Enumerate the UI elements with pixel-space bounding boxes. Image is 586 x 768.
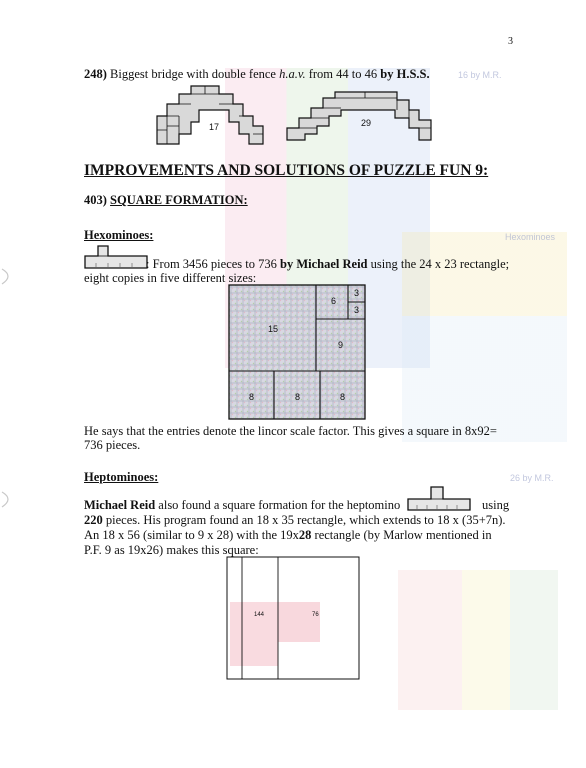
item-number: 248)	[84, 67, 107, 81]
item-403-heading	[84, 193, 248, 208]
body-text: pieces. His program found an 18 x 35 rectangle, which extends to 18 x (35+7n).	[102, 513, 506, 527]
body-text: rectangle (by Marlow mentioned in	[311, 528, 492, 542]
figure-label: 144	[254, 612, 265, 618]
hexominoes-heading: Hexominoes:	[84, 228, 154, 242]
figure-value: 29	[361, 118, 372, 128]
heptomino-icon	[407, 483, 471, 511]
figure-label: 15	[268, 324, 279, 334]
heptominoes-heading: Heptominoes:	[84, 470, 159, 484]
item-248-line	[84, 67, 430, 82]
bleed-through-label: 16 by M.R.	[458, 70, 502, 80]
figure-label: 3	[354, 288, 360, 298]
figure-label: 8	[295, 392, 301, 402]
item-text-italic: h.a.v.	[279, 67, 306, 81]
figure-value: 17	[209, 122, 220, 132]
heptomino-square-figure	[226, 556, 360, 680]
item-text: from 44 to 46	[305, 67, 381, 81]
piece-count: 220	[84, 513, 103, 527]
body-text-bold: 28	[298, 528, 312, 542]
figure-label: 8	[249, 392, 255, 402]
bleed-through-panel-low	[398, 570, 558, 710]
section-heading: IMPROVEMENTS AND SOLUTIONS OF PUZZLE FUN 9:	[84, 162, 489, 179]
hexominoes-caption-line1: He says that the entries denote the lincor scale factor. This gives a square in 8x92=	[84, 424, 497, 438]
hexomino-square-figure	[228, 284, 366, 420]
heptominoes-line2	[84, 513, 506, 528]
heptominoes-line1-end: using	[482, 498, 510, 512]
author-name: Michael Reid	[84, 498, 156, 512]
body-text: also found a square formation for the heptomino	[155, 498, 401, 512]
hexominoes-line1	[146, 257, 509, 272]
hexominoes-line2: eight copies in five different sizes:	[84, 271, 257, 285]
figure-label: 76	[312, 612, 319, 618]
item-author: by H.S.S.	[380, 67, 430, 81]
body-text: An 18 x 56 (similar to 9 x 28) with the 19x	[84, 528, 299, 542]
item-text: Biggest bridge with double fence	[110, 67, 280, 81]
page-number: 3	[508, 36, 513, 47]
bleed-through-label: Hexominoes	[505, 232, 556, 242]
item-title: SQUARE FORMATION:	[110, 193, 248, 207]
body-text: : From 3456 pieces to 736	[146, 257, 281, 271]
author-name: by Michael Reid	[280, 257, 368, 271]
figure-label: 3	[354, 305, 360, 315]
bridge-figure-right	[285, 88, 435, 142]
heptominoes-line3	[84, 528, 492, 543]
hexomino-icon	[84, 243, 148, 269]
hexominoes-caption-line2: 736 pieces.	[84, 438, 141, 452]
bleed-through-label: 26 by M.R.	[510, 473, 554, 483]
heptominoes-line1	[84, 498, 400, 513]
item-number: 403)	[84, 193, 107, 207]
figure-label: 9	[338, 340, 344, 350]
bridge-figure-left	[155, 82, 267, 146]
heptominoes-line4: P.F. 9 as 19x26) makes this square:	[84, 543, 259, 557]
binder-hole	[0, 488, 22, 510]
binder-hole	[0, 265, 22, 287]
figure-label: 6	[331, 296, 337, 306]
body-text: using the 24 x 23 rectangle;	[367, 257, 510, 271]
figure-label: 8	[340, 392, 346, 402]
